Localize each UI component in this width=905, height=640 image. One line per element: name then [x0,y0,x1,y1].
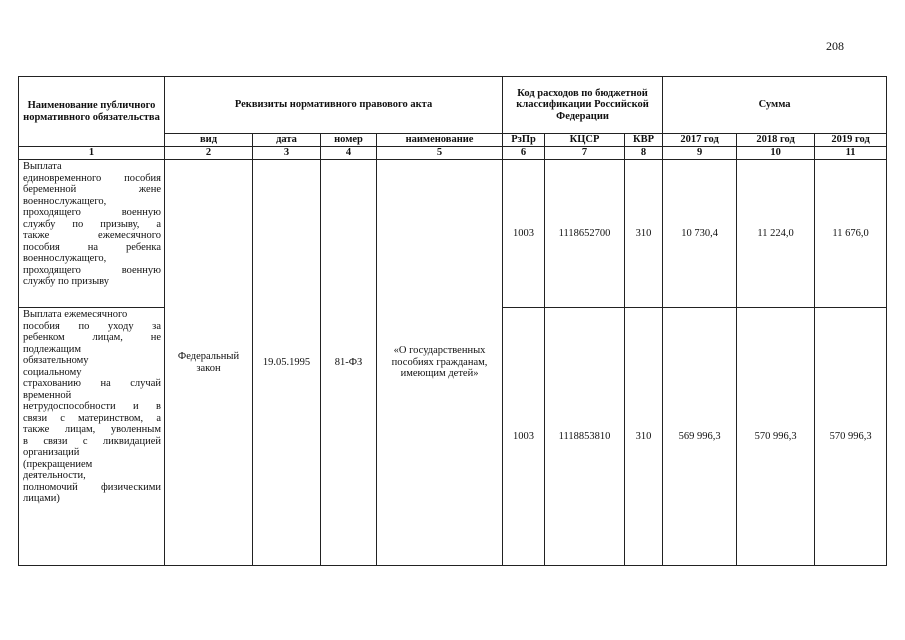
description-line: проходящего военную [23,207,161,218]
amount-2019-cell: 570 996,3 [815,308,887,566]
amount-2017-cell: 10 730,4 [663,160,737,308]
description-line: связи с материнством, а [23,412,161,424]
subheader-name: наименование [377,134,503,147]
header-obligation-name: Наименование публичного нормативного обязательства [19,77,165,147]
description-line: организаций [23,447,80,458]
column-number: 2 [165,147,253,160]
description-line: обязательному [23,355,89,366]
description-line: пособия на ребенка [23,241,161,253]
subheader-kvr: КВР [625,134,663,147]
description-line: беременной жене [23,184,161,195]
rzpr-cell: 1003 [503,308,545,566]
description-line: (прекращением [23,458,93,470]
kcsr-cell: 1118652700 [545,160,625,308]
obligation-description [19,160,165,308]
subheader-rzpr: РзПр [503,134,545,147]
column-number: 9 [663,147,737,160]
table-row [19,160,887,308]
description-line: Выплата [23,161,62,172]
rzpr-cell: 1003 [503,160,545,308]
obligations-table [18,76,887,566]
description-line: в связи с ликвидацией [23,435,161,447]
description-line: временной [23,389,72,401]
header-budget-code: Код расходов по бюджетной классификации Российской Федерации [503,77,663,134]
description-line: нетрудоспособности и в [23,401,161,412]
description-line: также ежемесячного [23,230,161,241]
kcsr-cell: 1118853810 [545,308,625,566]
description-lines [23,161,161,288]
subheader-2019: 2019 год [815,134,887,147]
description-line: единовременного пособия [23,172,161,184]
header-row [19,77,887,134]
act-date: 19.05.1995 [253,160,321,566]
description-line: деятельности, [23,470,86,481]
description-line: пособия по уходу за [23,320,161,332]
column-numbers-row [19,147,887,160]
kvr-cell: 310 [625,308,663,566]
act-type: Федеральный закон [165,160,253,566]
description-line: полномочий физическими [23,481,161,493]
description-line: службу по призыву [23,276,109,287]
amount-2019-cell: 11 676,0 [815,160,887,308]
description-line: лицами) [23,493,60,504]
description-line: военнослужащего, [23,253,107,264]
description-line: страхованию на случай [23,378,161,389]
page-number: 208 [826,39,844,53]
description-line: также лицам, уволенным [23,424,161,435]
column-number: 1 [19,147,165,160]
column-number: 11 [815,147,887,160]
act-name: «О государственных пособиях гражданам, имеющим детей» [377,160,503,566]
column-number: 4 [321,147,377,160]
header-amount: Сумма [663,77,887,134]
subheader-2018: 2018 год [737,134,815,147]
subheader-type: вид [165,134,253,147]
amount-2017-cell: 569 996,3 [663,308,737,566]
column-number: 8 [625,147,663,160]
header-act-details: Реквизиты нормативного правового акта [165,77,503,134]
description-lines [23,309,161,505]
subheader-date: дата [253,134,321,147]
column-number: 6 [503,147,545,160]
amount-2018-cell: 11 224,0 [737,160,815,308]
column-number: 3 [253,147,321,160]
description-line: социальному [23,366,82,378]
obligation-description [19,308,165,566]
kvr-cell: 310 [625,160,663,308]
subheader-2017: 2017 год [663,134,737,147]
description-line: проходящего военную [23,264,161,276]
column-number: 5 [377,147,503,160]
column-number: 7 [545,147,625,160]
amount-2018-cell: 570 996,3 [737,308,815,566]
description-line: службу по призыву, а [23,218,161,230]
description-line: военнослужащего, [23,195,107,207]
description-line: подлежащим [23,343,82,355]
description-line: Выплата ежемесячного [23,309,128,320]
subheader-kcsr: КЦСР [545,134,625,147]
description-line: ребенком лицам, не [23,332,161,343]
act-number: 81-ФЗ [321,160,377,566]
subheader-number: номер [321,134,377,147]
column-number: 10 [737,147,815,160]
